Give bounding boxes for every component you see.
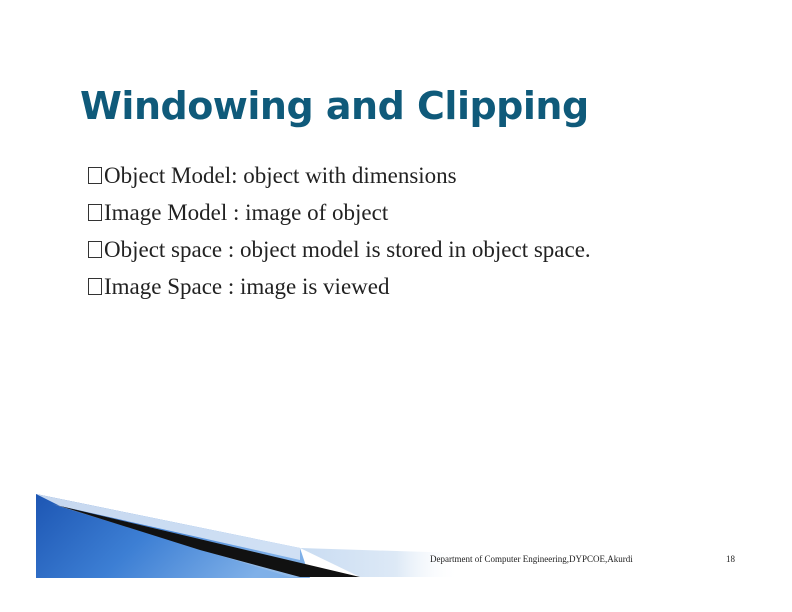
bullet-text: Object space : object model is stored in object space. <box>104 236 591 262</box>
bullet-text: Object Model: object with dimensions <box>104 162 457 188</box>
bullet-text: Image Space : image is viewed <box>104 273 390 299</box>
footer-department: Department of Computer Engineering,DYPCOE,Akurdi <box>430 554 633 564</box>
slide-title: Windowing and Clipping <box>80 84 589 128</box>
bullet-text: Image Model : image of object <box>104 199 389 225</box>
page-number: 18 <box>726 554 735 564</box>
